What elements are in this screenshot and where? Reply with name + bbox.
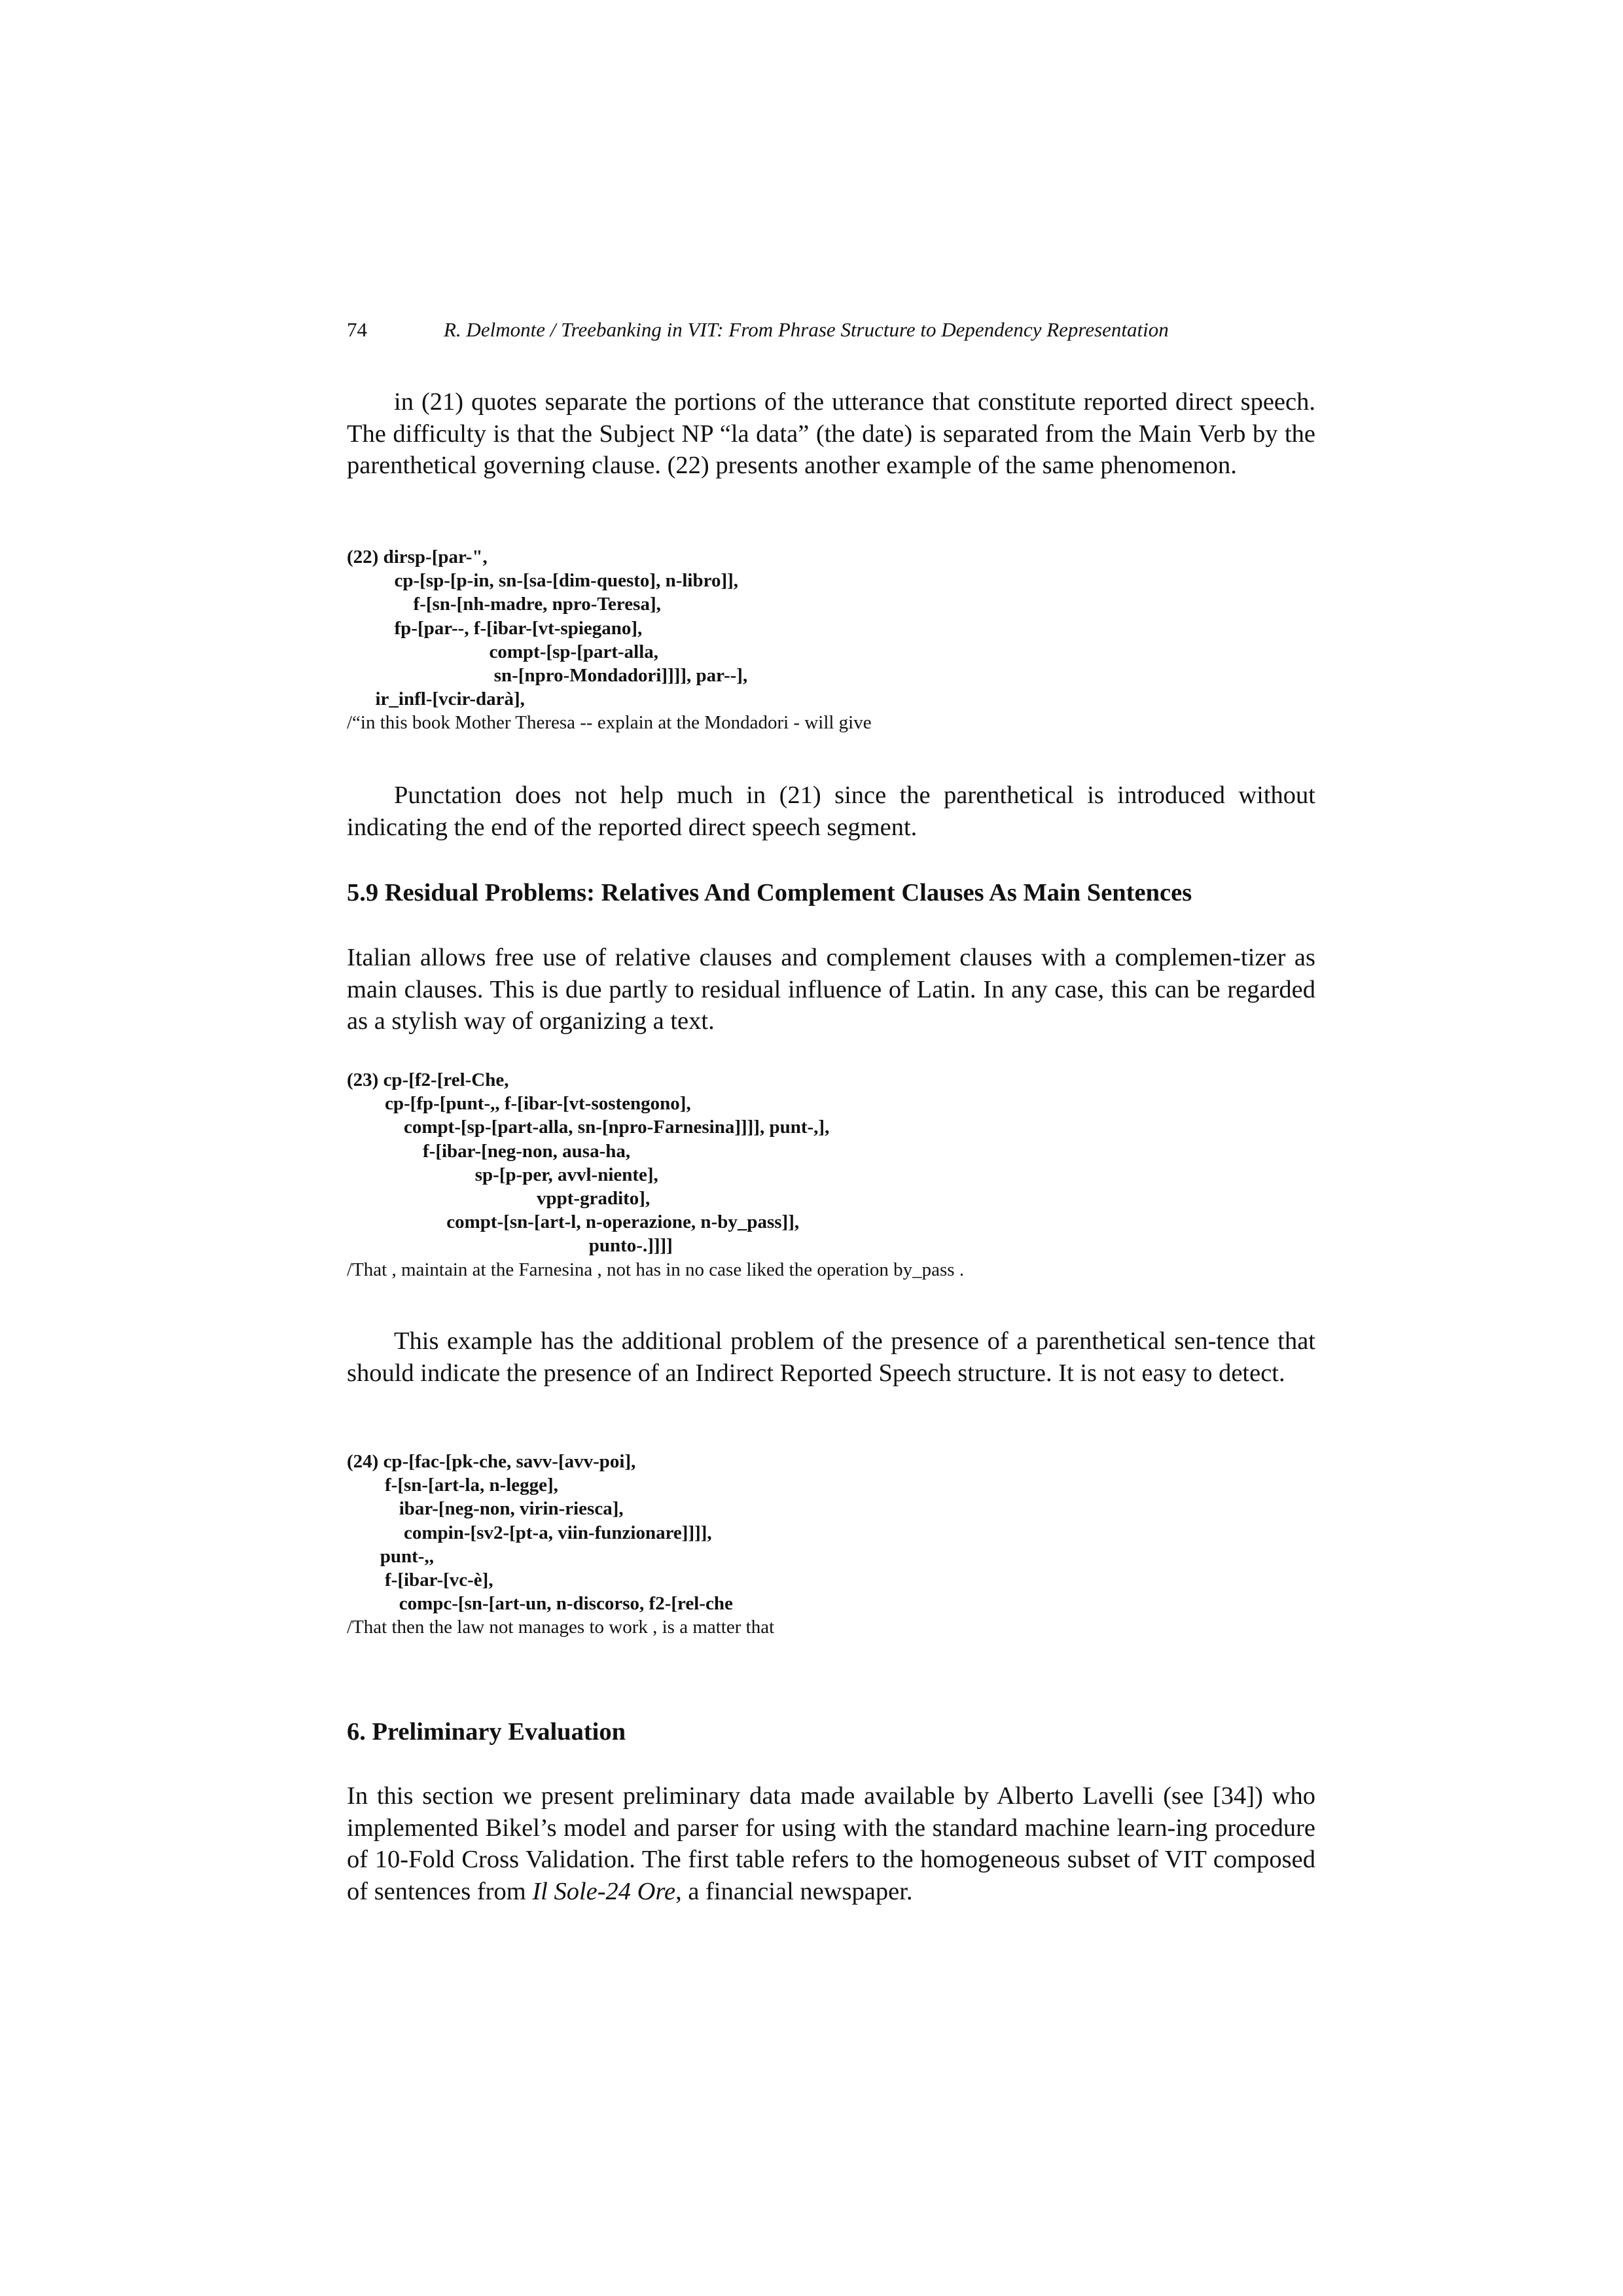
- example-line: punt-,,: [347, 1545, 434, 1567]
- paragraph-reported-speech: in (21) quotes separate the portions of the utterance that constitute reported direct speech. The difficulty is that the Subject NP “la data” (the date) is separated from the Main Verb by the parenthetical governing clause. (22) presents another example of the same phenomenon.: [347, 388, 1315, 479]
- example-23: [347, 1068, 1315, 1282]
- example-line: fp-[par--, f-[ibar-[vt-spiegano],: [347, 617, 643, 639]
- evaluation-text-1: In this section we present preliminary data made available by Alberto Lavelli (see [34]) who implemented Bikel’s model and parser for using with the standard machine learn-ing procedure of 10-Fold Cross Validation. The first table refers to the homogeneous subset of VIT composed of sentences from: [347, 1782, 1315, 1905]
- example-line: cp-[fp-[punt-,, f-[ibar-[vt-sostengono],: [347, 1093, 691, 1115]
- example-line: f-[sn-[nh-madre, npro-Teresa],: [347, 594, 661, 615]
- example-line: ibar-[neg-non, virin-riesca],: [347, 1498, 624, 1520]
- evaluation-text-2: , a financial newspaper.: [675, 1877, 913, 1905]
- example-line: (22) dirsp-[par-",: [347, 547, 488, 567]
- example-gloss: /That then the law not manages to work , is a matter that: [347, 1617, 775, 1638]
- example-line: (24) cp-[fac-[pk-che, savv-[avv-poi],: [347, 1451, 636, 1472]
- example-gloss: /“in this book Mother Theresa -- explain at the Mondadori - will give: [347, 712, 872, 734]
- example-gloss: /That , maintain at the Farnesina , not has in no case liked the operation by_pass .: [347, 1259, 965, 1280]
- paragraph-preliminary-evaluation: [347, 1780, 1315, 1907]
- example-line: compin-[sv2-[pt-a, viin-funzionare]]]],: [347, 1522, 712, 1543]
- paragraph-punctuation: Punctation does not help much in (21) since the parenthetical is introduced without indicating the end of the reported direct speech segment.: [347, 781, 1315, 841]
- example-22: [347, 545, 1315, 735]
- example-line: f-[sn-[art-la, n-legge],: [347, 1475, 558, 1496]
- example-24: [347, 1450, 1315, 1640]
- example-line: f-[ibar-[vc-è],: [347, 1570, 493, 1591]
- example-line: f-[ibar-[neg-non, ausa-ha,: [347, 1140, 631, 1162]
- example-line: punto-.]]]]: [347, 1235, 673, 1257]
- page-number: 74: [347, 318, 367, 341]
- example-line: sn-[npro-Mondadori]]]], par--],: [347, 665, 748, 687]
- section-heading-6: 6. Preliminary Evaluation: [347, 1718, 626, 1746]
- example-line: compt-[sp-[part-alla,: [347, 641, 659, 662]
- example-line: cp-[sp-[p-in, sn-[sa-[dim-questo], n-libro]],: [347, 570, 739, 592]
- example-line: compc-[sn-[art-un, n-discorso, f2-[rel-che: [347, 1593, 733, 1615]
- example-line: ir_infl-[vcir-darà],: [347, 689, 525, 710]
- example-line: (23) cp-[f2-[rel-Che,: [347, 1069, 509, 1090]
- example-line: vppt-gradito],: [347, 1188, 651, 1210]
- example-line: compt-[sn-[art-l, n-operazione, n-by_pass]],: [347, 1211, 800, 1233]
- example-line: compt-[sp-[part-alla, sn-[npro-Farnesina]]]], punt-,],: [347, 1117, 830, 1138]
- example-line: sp-[p-per, avvl-niente],: [347, 1164, 658, 1185]
- paragraph-parenthetical: This example has the additional problem of the presence of a parenthetical sen-tence that should indicate the presence of an Indirect Reported Speech structure. It is not easy to detect.: [347, 1327, 1315, 1387]
- section-heading-5-9: 5.9 Residual Problems: Relatives And Complement Clauses As Main Sentences: [347, 879, 1192, 906]
- running-header: [347, 318, 1315, 351]
- running-title: R. Delmonte / Treebanking in VIT: From Phrase Structure to Dependency Representation: [444, 318, 1169, 341]
- paragraph-italian-relatives: Italian allows free use of relative clauses and complement clauses with a complemen-tizer as main clauses. This is due partly to residual influence of Latin. In any case, this can be regarded as a stylish way of organizing a text.: [347, 944, 1315, 1035]
- newspaper-title: Il Sole-24 Ore: [532, 1877, 676, 1905]
